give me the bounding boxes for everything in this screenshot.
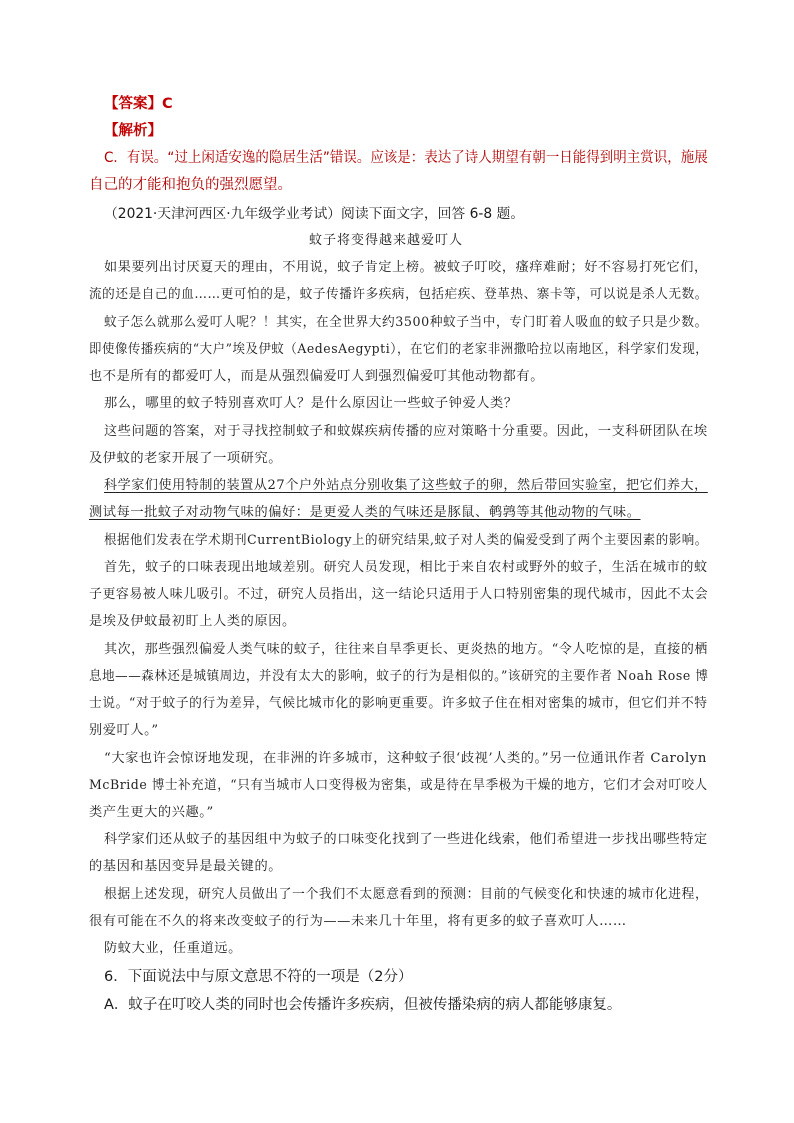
paragraph-line: 蚊子怎么就那么爱叮人呢？！其实，在全世界大约3500种蚊子当中，专门盯着人吸血的蚊子只是少数。 xyxy=(104,315,708,330)
paragraph-line: 类产生更大的兴趣。” xyxy=(89,805,214,820)
paragraph-line: 防蚊大业，任重道远。 xyxy=(104,941,242,956)
question-source: （2021·天津河西区·九年级学业考试）阅读下面文字，回答 6-8 题。 xyxy=(104,206,525,222)
paragraph-line: 及伊蚊的老家开展了一项研究。 xyxy=(89,451,283,466)
paragraph-line: 那么，哪里的蚊子特别喜欢叮人？是什么原因让一些蚊子钟爱人类？ xyxy=(104,396,518,411)
paragraph-line: 即使像传播疾病的“大户”埃及伊蚊（AedesAegypti），在它们的老家非洲撒哈拉以南地区，科学家们发现， xyxy=(89,342,709,357)
paragraph-line: 子更容易被人味儿吸引。不过，研究人员指出，这一结论只适用于人口特别密集的现代城市，因此不太会 xyxy=(89,587,709,602)
underlined-line: 测试每一批蚊子对动物气味的偏好：是更爱人类的气味还是豚鼠、鹌鹑等其他动物的气味。 xyxy=(89,505,641,520)
question-6: 6．下面说法中与原文意思不符的一项是（2分） xyxy=(104,969,413,985)
explanation-line-1: C．有误。“过上闲适安逸的隐居生活”错误。应该是：表达了诗人期望有朝一日能得到明主赏识，施展 xyxy=(104,150,708,166)
paragraph-line: 息地——森林还是城镇周边，并没有太大的影响，蚊子的行为是相似的。”该研究的主要作者 Noah Rose 博 xyxy=(89,669,709,684)
option-a: A．蚊子在叮咬人类的同时也会传播许多疾病，但被传播染病的病人都能够康复。 xyxy=(104,997,622,1013)
underlined-line: 科学家们使用特制的装置从27个户外站点分别收集了这些蚊子的卵，然后带回实验室，把它们养大， xyxy=(104,478,708,493)
paragraph-line: 也不是所有的都爱叮人，而是从强烈偏爱叮人到强烈偏爱叮其他动物都有。 xyxy=(89,369,544,384)
explanation-line-2: 自己的才能和抱负的强烈愿望。 xyxy=(89,177,292,193)
paragraph-line: 根据上述发现，研究人员做出了一个我们不太愿意看到的预测：目前的气候变化和快速的城市化进程， xyxy=(104,887,709,902)
paragraph-line: 这些问题的答案，对于寻找控制蚊子和蚊媒疾病传播的应对策略十分重要。因此，一支科研团队在埃 xyxy=(104,424,708,439)
paragraph-line: 士说。“对于蚊子的行为差异，气候比城市化的影响更重要。许多蚊子住在相对密集的城市，但它们并不特 xyxy=(89,696,708,711)
article-title: 蚊子将变得越来越爱叮人 xyxy=(309,233,464,248)
paragraph-line: 如果要列出讨厌夏天的理由，不用说，蚊子肯定上榜。被蚊子叮咬，瘙痒难耐；好不容易打死它们， xyxy=(104,260,708,275)
answer-label: 【答案】C xyxy=(104,96,173,112)
paragraph-line: 根据他们发表在学术期刊CurrentBiology上的研究结果,蚊子对人类的偏爱受到了两个主要因素的影响。 xyxy=(104,533,708,548)
paragraph-line: 其次，那些强烈偏爱人类气味的蚊子，往往来自旱季更长、更炎热的地方。“令人吃惊的是，直接的栖 xyxy=(104,642,708,657)
paragraph-line: 很有可能在不久的将来改变蚊子的行为——未来几十年里，将有更多的蚊子喜欢叮人…… xyxy=(89,914,627,929)
paragraph-line: 的基因和基因变异是最关键的。 xyxy=(89,859,283,874)
paragraph-line: 流的还是自己的血……更可怕的是，蚊子传播许多疾病，包括疟疾、登革热、寨卡等，可以说是杀人无数。 xyxy=(89,287,708,302)
paragraph-line: 首先，蚊子的口味表现出地域差别。研究人员发现，相比于来自农村或野外的蚊子，生活在城市的蚊 xyxy=(104,560,708,575)
analysis-label: 【解析】 xyxy=(104,123,162,139)
paragraph-line: 科学家们还从蚊子的基因组中为蚊子的口味变化找到了一些进化线索，他们希望进一步找出哪些特定 xyxy=(104,832,708,847)
paragraph-line: “大家也许会惊讶地发现，在非洲的许多城市，这种蚊子很‘歧视’人类的。”另一位通讯作者 Carolyn xyxy=(104,751,707,766)
paragraph-line: 是埃及伊蚊最初盯上人类的原因。 xyxy=(89,614,296,629)
paragraph-line: McBride 博士补充道，“只有当城市人口变得极为密集，或是待在旱季极为干燥的地方，它们才会对叮咬人 xyxy=(89,778,708,793)
paragraph-line: 别爱叮人。” xyxy=(89,723,159,738)
